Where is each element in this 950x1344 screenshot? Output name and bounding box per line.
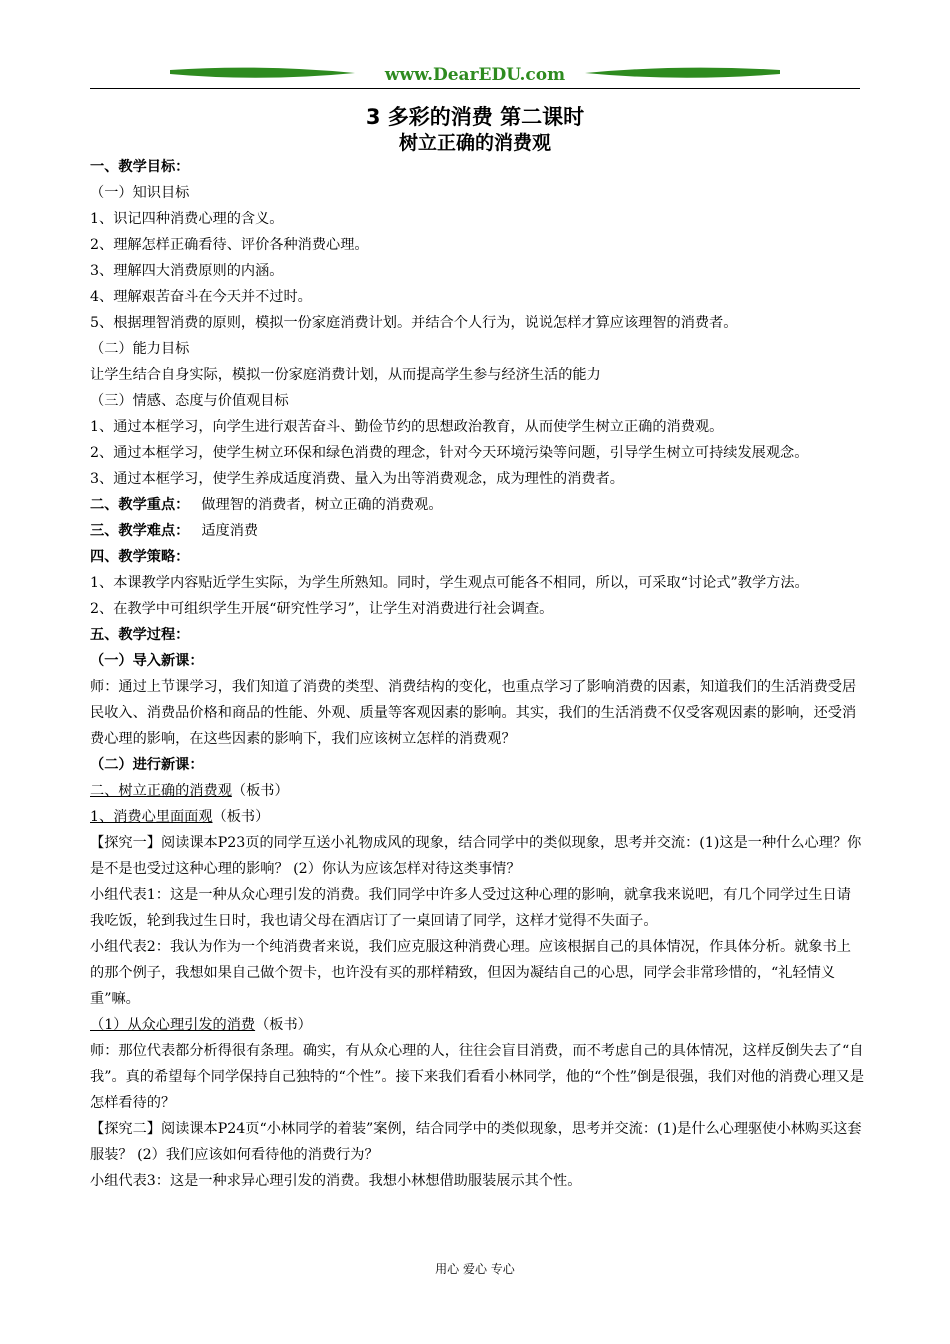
paragraph: 3、通过本框学习，使学生养成适度消费、量入为出等消费观念，成为理性的消费者。	[90, 471, 624, 487]
paragraph: 3、理解四大消费原则的内涵。	[90, 263, 284, 279]
paragraph: （二）进行新课：	[90, 757, 204, 773]
paragraph: 4、理解艰苦奋斗在今天并不过时。	[90, 289, 312, 305]
paragraph: 四、教学策略：	[90, 549, 190, 565]
paragraph	[90, 804, 865, 830]
paragraph-text: （板书）	[231, 783, 289, 799]
paragraph-text: 适度消费	[201, 523, 259, 539]
paragraph: （二）能力目标	[90, 341, 190, 357]
paragraph	[90, 778, 865, 804]
page-subtitle: 树立正确的消费观	[398, 132, 551, 154]
paragraph-label: 1、消费心里面面观	[90, 809, 213, 825]
paragraph: （三）情感、态度与价值观目标	[90, 393, 289, 409]
paragraph: 小组代表2：我认为作为一个纯消费者来说，我们应克服这种消费心理。应该根据自己的具体情况，作具体分析。就象书上的那个例子，我想如果自己做个贺卡，也许没有买的那样精致，但因为凝结自己的心思，同学会非常珍惜的，“礼轻情义重”嘛。	[90, 939, 851, 1007]
paragraph: （一）导入新课：	[90, 653, 204, 669]
paragraph-text: （板书）	[212, 809, 270, 825]
paragraph: 【探究一】阅读课本P23页的同学互送小礼物成风的现象，结合同学中的类似现象，思考并交流：(1)这是一种什么心理？你是不是也受过这种心理的影响？ (2）你认为应该怎样对待这类事情？	[90, 835, 862, 877]
header-logo: www.DearEDU.com	[384, 65, 566, 85]
document-body	[90, 154, 865, 1194]
paragraph-text: 做理智的消费者，树立正确的消费观。	[201, 497, 443, 513]
paragraph: 2、理解怎样正确看待、评价各种消费心理。	[90, 237, 369, 253]
paragraph: 2、通过本框学习，使学生树立环保和绿色消费的理念，针对今天环境污染等问题，引导学生树立可持续发展观念。	[90, 445, 809, 461]
paragraph: 2、在教学中可组织学生开展“研究性学习”，让学生对消费进行社会调查。	[90, 601, 554, 617]
paragraph-label: 二、树立正确的消费观	[90, 783, 232, 799]
paragraph: 1、识记四种消费心理的含义。	[90, 211, 284, 227]
paragraph: 让学生结合自身实际，模拟一份家庭消费计划，从而提高学生参与经济生活的能力	[90, 367, 601, 383]
right-swoosh-icon	[585, 68, 780, 78]
header-rule	[90, 88, 860, 89]
paragraph	[90, 1012, 865, 1038]
paragraph-label: （1）从众心理引发的消费	[90, 1017, 256, 1033]
paragraph	[90, 518, 865, 544]
paragraph: 小组代表3：这是一种求异心理引发的消费。我想小林想借助服装展示其个性。	[90, 1173, 582, 1189]
paragraph: 师：那位代表都分析得很有条理。确实，有从众心理的人，往往会盲目消费，而不考虑自己的具体情况，这样反倒失去了“自我”。真的希望每个同学保持自己独特的“个性”。接下来我们看看小林同学，他的“个性”倒是很强，我们对他的消费心理又是怎样看待的？	[90, 1043, 865, 1111]
header-banner	[90, 62, 860, 90]
paragraph-label: 三、教学难点：	[90, 523, 190, 539]
paragraph: 师：通过上节课学习，我们知道了消费的类型、消费结构的变化，也重点学习了影响消费的因素，知道我们的生活消费受居民收入、消费品价格和商品的性能、外观、质量等客观因素的影响。其实，我们的生活消费不仅受客观因素的影响，还受消费心理的影响，在这些因素的影响下，我们应该树立怎样的消费观？	[90, 679, 857, 747]
page-title: 3 多彩的消费 第二课时	[365, 105, 585, 129]
paragraph: 1、本课教学内容贴近学生实际，为学生所熟知。同时，学生观点可能各不相同，所以，可采取“讨论式”教学方法。	[90, 575, 809, 591]
page-footer: 用心 爱心 专心	[435, 1262, 515, 1276]
paragraph	[90, 492, 865, 518]
paragraph: 5、根据理智消费的原则，模拟一份家庭消费计划。并结合个人行为，说说怎样才算应该理智的消费者。	[90, 315, 738, 331]
left-swoosh-icon	[170, 68, 355, 78]
paragraph: 1、通过本框学习，向学生进行艰苦奋斗、勤俭节约的思想政治教育，从而使学生树立正确的消费观。	[90, 419, 724, 435]
paragraph: 五、教学过程：	[90, 627, 190, 643]
paragraph-label: 二、教学重点：	[90, 497, 190, 513]
paragraph: 【探究二】阅读课本P24页“小林同学的着装”案例，结合同学中的类似现象，思考并交流：(1)是什么心理驱使小林购买这套服装？ (2）我们应该如何看待他的消费行为？	[90, 1121, 862, 1163]
paragraph: （一）知识目标	[90, 185, 190, 201]
paragraph: 一、教学目标：	[90, 159, 190, 175]
paragraph: 小组代表1：这是一种从众心理引发的消费。我们同学中许多人受过这种心理的影响，就拿我来说吧，有几个同学过生日请我吃饭，轮到我过生日时，我也请父母在酒店订了一桌回请了同学，这样才觉得不失面子。	[90, 887, 851, 929]
paragraph-text: （板书）	[255, 1017, 312, 1033]
